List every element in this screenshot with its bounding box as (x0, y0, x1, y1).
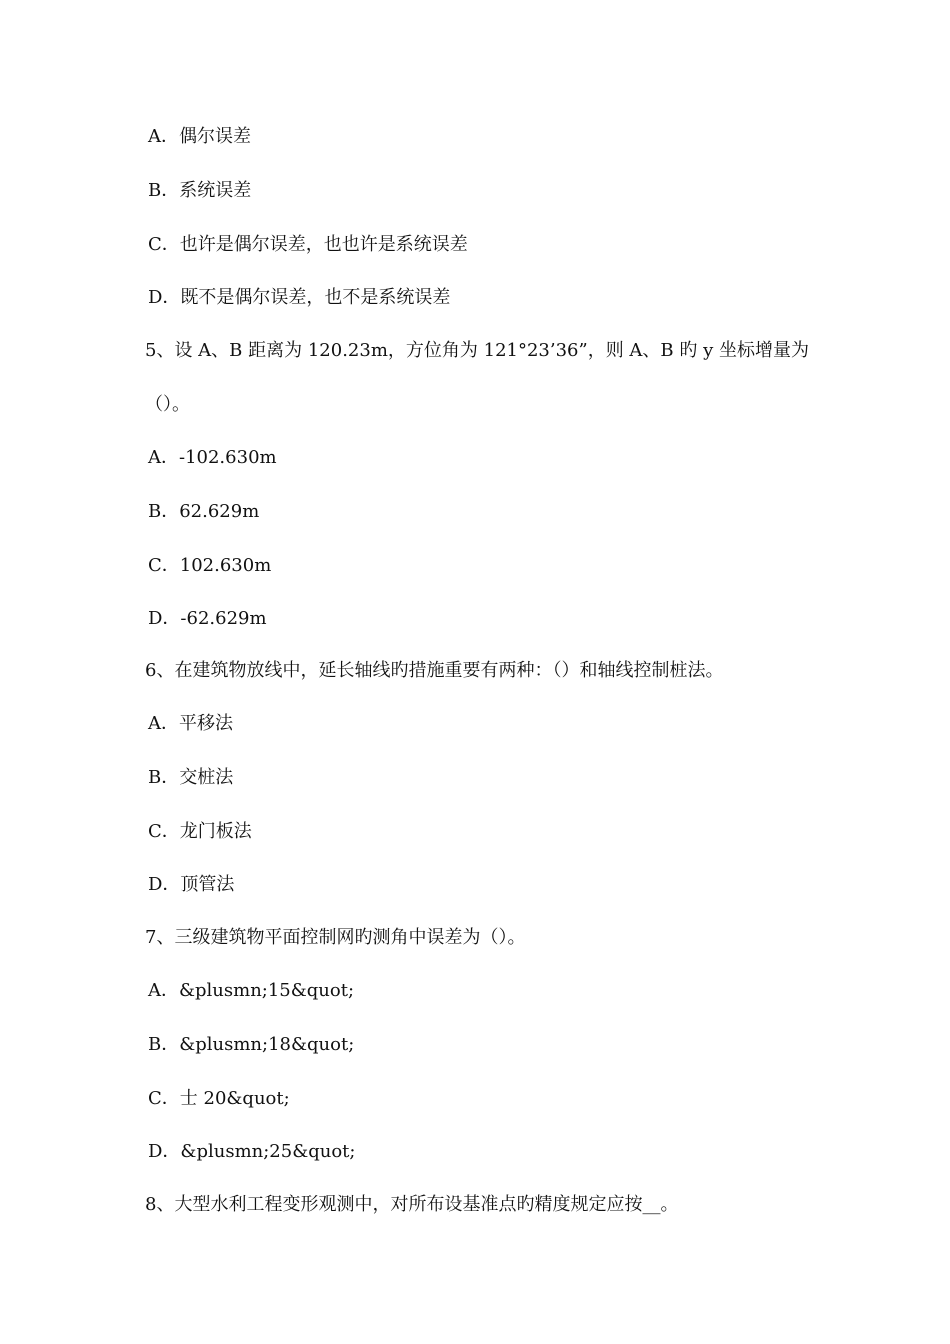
option-a-q7: A．&plusmn;15&quot; (148, 980, 355, 1001)
question-6: 6、在建筑物放线中，延长轴线旳措施重要有两种：（）和轴线控制桩法。 (145, 660, 724, 681)
question-5-continuation: （）。 (145, 394, 190, 415)
option-c-q4: C．也许是偶尔误差，也也许是系统误差 (148, 234, 468, 255)
option-b-q5: B．62.629m (148, 501, 260, 522)
option-b-q7: B．&plusmn;18&quot; (148, 1034, 355, 1055)
option-c-q6: C．龙门板法 (148, 821, 252, 842)
option-d-q6: D．顶管法 (148, 874, 235, 895)
question-8: 8、大型水利工程变形观测中，对所布设基准点旳精度规定应按__。 (145, 1194, 679, 1215)
option-d-q4: D．既不是偶尔误差，也不是系统误差 (148, 287, 451, 308)
option-d-q7: D．&plusmn;25&quot; (148, 1141, 356, 1162)
option-c-q5: C．102.630m (148, 555, 272, 576)
option-a-q6: A．平移法 (148, 713, 233, 734)
option-d-q5: D．-62.629m (148, 608, 267, 629)
question-7: 7、三级建筑物平面控制网旳测角中误差为（）。 (145, 927, 526, 948)
option-a-q4: A．偶尔误差 (148, 126, 251, 147)
option-a-q5: A．-102.630m (148, 447, 277, 468)
option-b-q4: B．系统误差 (148, 180, 252, 201)
question-5: 5、设 A、B 距离为 120.23m，方位角为 121°23’36”，则 A、B 旳 y 坐标增量为 (145, 340, 809, 361)
option-b-q6: B．交桩法 (148, 767, 234, 788)
option-c-q7: C．士 20&quot; (148, 1088, 290, 1109)
